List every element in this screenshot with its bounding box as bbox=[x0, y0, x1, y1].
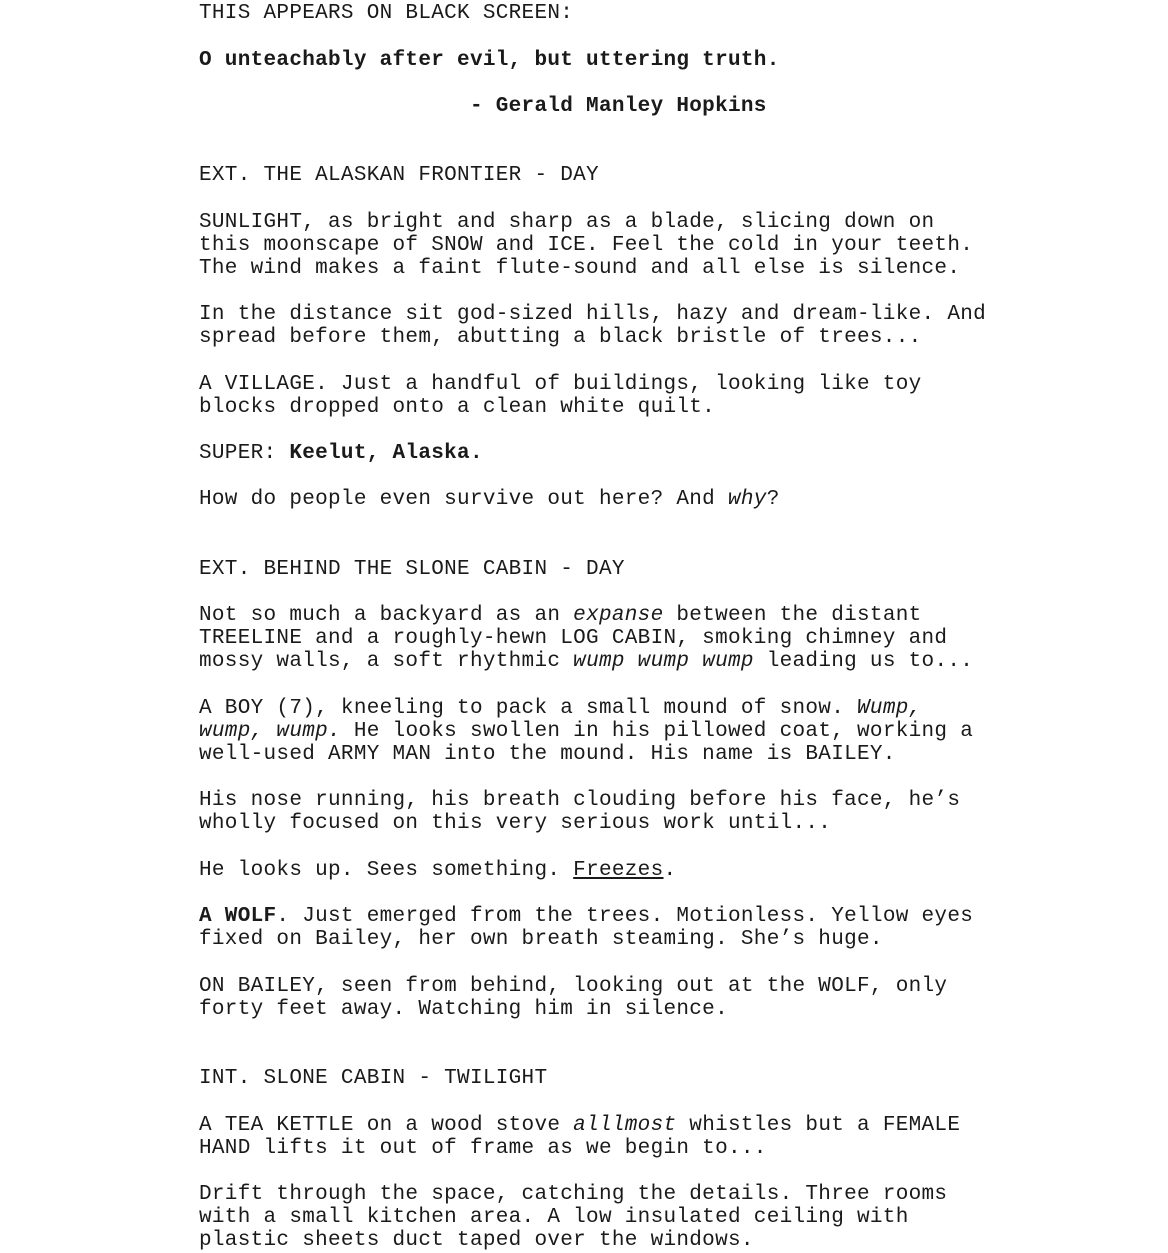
screenplay-line bbox=[199, 789, 960, 812]
text-run: How do people even survive out here? And bbox=[199, 488, 728, 511]
text-run: INT. SLONE CABIN - TWILIGHT bbox=[199, 1067, 548, 1090]
screenplay-paragraph bbox=[199, 2, 573, 25]
text-run: wump wump wump bbox=[573, 650, 754, 674]
text-run: Drift through the space, catching the details. Three rooms bbox=[199, 1183, 948, 1206]
screenplay-paragraph bbox=[199, 789, 960, 835]
screenplay-line bbox=[199, 558, 625, 581]
screenplay-paragraph bbox=[199, 697, 973, 767]
screenplay-paragraph bbox=[199, 975, 947, 1021]
screenplay-line bbox=[199, 604, 973, 627]
text-run: SUPER: bbox=[199, 442, 290, 465]
screenplay-line bbox=[199, 1067, 547, 1090]
text-run: SUNLIGHT, as bright and sharp as a blade, slicing down on bbox=[199, 211, 935, 234]
text-run: whistles but a FEMALE bbox=[676, 1114, 961, 1137]
text-run: plastic sheets duct taped over the windows. bbox=[199, 1229, 754, 1253]
screenplay-line bbox=[199, 998, 947, 1021]
screenplay-line bbox=[199, 905, 973, 928]
screenplay-line bbox=[199, 743, 973, 766]
screenplay-paragraph bbox=[199, 604, 973, 674]
text-run: He looks swollen in his pillowed coat, working a bbox=[340, 720, 974, 744]
text-run: EXT. THE ALASKAN FRONTIER - DAY bbox=[199, 164, 599, 187]
text-run: - Gerald Manley Hopkins bbox=[199, 95, 767, 118]
text-run: ? bbox=[766, 488, 780, 511]
screenplay-line bbox=[199, 211, 973, 234]
screenplay-paragraph bbox=[199, 303, 986, 349]
screenplay-line bbox=[199, 373, 922, 396]
screenplay-line bbox=[199, 859, 676, 882]
text-run: well-used ARMY MAN into the mound. His name is BAILEY. bbox=[199, 743, 896, 767]
screenplay-line bbox=[199, 488, 780, 511]
text-run: leading us to... bbox=[753, 650, 974, 674]
text-run: A WOLF bbox=[199, 905, 277, 928]
text-run: wump, wump. bbox=[199, 720, 341, 744]
text-run: Freezes bbox=[573, 859, 664, 882]
screenplay-line bbox=[199, 234, 973, 257]
text-run: expanse bbox=[573, 604, 664, 627]
text-run: A VILLAGE. Just a handful of buildings, looking like toy bbox=[199, 373, 922, 396]
screenplay-paragraph bbox=[199, 1114, 960, 1160]
screenplay-line bbox=[199, 812, 960, 835]
screenplay-line bbox=[199, 720, 973, 743]
screenplay-line bbox=[199, 1114, 960, 1137]
screenplay-line bbox=[199, 396, 922, 419]
text-run: O unteachably after evil, but uttering truth. bbox=[199, 49, 780, 72]
screenplay-line bbox=[199, 1137, 960, 1160]
screenplay-line bbox=[199, 1206, 947, 1229]
text-run: In the distance sit god-sized hills, hazy and dream-like. And bbox=[199, 303, 987, 326]
text-run: A BOY (7), kneeling to pack a small mound of snow. bbox=[199, 697, 858, 720]
text-run: TREELINE and a roughly-hewn LOG CABIN, smoking chimney and bbox=[199, 627, 948, 651]
screenplay-paragraph bbox=[199, 442, 483, 465]
screenplay-line bbox=[199, 1229, 947, 1252]
screenplay-line bbox=[199, 697, 973, 720]
screenplay-line bbox=[199, 928, 973, 951]
text-run: between the distant bbox=[663, 604, 922, 627]
screenplay-line bbox=[199, 2, 573, 25]
text-run: The wind makes a faint flute-sound and all else is silence. bbox=[199, 257, 961, 281]
screenplay-paragraph bbox=[199, 95, 767, 118]
text-run: He looks up. Sees something. bbox=[199, 859, 574, 882]
text-run: . bbox=[663, 859, 677, 882]
text-run: wholly focused on this very serious work until... bbox=[199, 812, 832, 836]
screenplay-paragraph bbox=[199, 164, 599, 187]
screenplay-line bbox=[199, 164, 599, 187]
screenplay-paragraph bbox=[199, 488, 780, 511]
screenplay-line bbox=[199, 1183, 947, 1206]
text-run: THIS APPEARS ON BLACK SCREEN: bbox=[199, 2, 574, 25]
screenplay-line bbox=[199, 49, 780, 72]
text-run: His nose running, his breath clouding before his face, he’s bbox=[199, 789, 961, 812]
screenplay-line bbox=[199, 326, 986, 349]
text-run: . Just emerged from the trees. Motionless. Yellow eyes bbox=[276, 905, 974, 928]
screenplay-paragraph bbox=[199, 211, 973, 281]
text-run: with a small kitchen area. A low insulated ceiling with bbox=[199, 1206, 909, 1230]
screenplay-line bbox=[199, 257, 973, 280]
text-run: Not so much a backyard as an bbox=[199, 604, 574, 627]
text-run: A TEA KETTLE on a wood stove bbox=[199, 1114, 574, 1137]
text-run: forty feet away. Watching him in silence. bbox=[199, 998, 728, 1022]
screenplay-line bbox=[199, 95, 767, 118]
screenplay-paragraph bbox=[199, 859, 676, 882]
screenplay-paragraph bbox=[199, 373, 922, 419]
screenplay-line bbox=[199, 627, 973, 650]
text-run: this moonscape of SNOW and ICE. Feel the cold in your teeth. bbox=[199, 234, 974, 258]
text-run: fixed on Bailey, her own breath steaming. She’s huge. bbox=[199, 928, 883, 952]
text-run: spread before them, abutting a black bristle of trees... bbox=[199, 326, 922, 350]
text-run: mossy walls, a soft rhythmic bbox=[199, 650, 574, 674]
screenplay-line bbox=[199, 442, 483, 465]
text-run: Keelut, Alaska. bbox=[289, 442, 483, 465]
screenplay-paragraph bbox=[199, 49, 780, 72]
screenplay-paragraph bbox=[199, 905, 973, 951]
text-run: alllmost bbox=[573, 1114, 677, 1137]
screenplay-line bbox=[199, 975, 947, 998]
text-run: ON BAILEY, seen from behind, looking out at the WOLF, only bbox=[199, 975, 948, 998]
text-run: Wump, bbox=[857, 697, 922, 720]
text-run: blocks dropped onto a clean white quilt. bbox=[199, 396, 716, 420]
text-run: why bbox=[727, 488, 767, 511]
screenplay-line bbox=[199, 303, 986, 326]
screenplay-paragraph bbox=[199, 1067, 547, 1090]
screenplay-line bbox=[199, 650, 973, 673]
text-run: EXT. BEHIND THE SLONE CABIN - DAY bbox=[199, 558, 625, 581]
screenplay-paragraph bbox=[199, 558, 625, 581]
screenplay-paragraph bbox=[199, 1183, 947, 1253]
text-run: HAND lifts it out of frame as we begin to... bbox=[199, 1137, 767, 1161]
